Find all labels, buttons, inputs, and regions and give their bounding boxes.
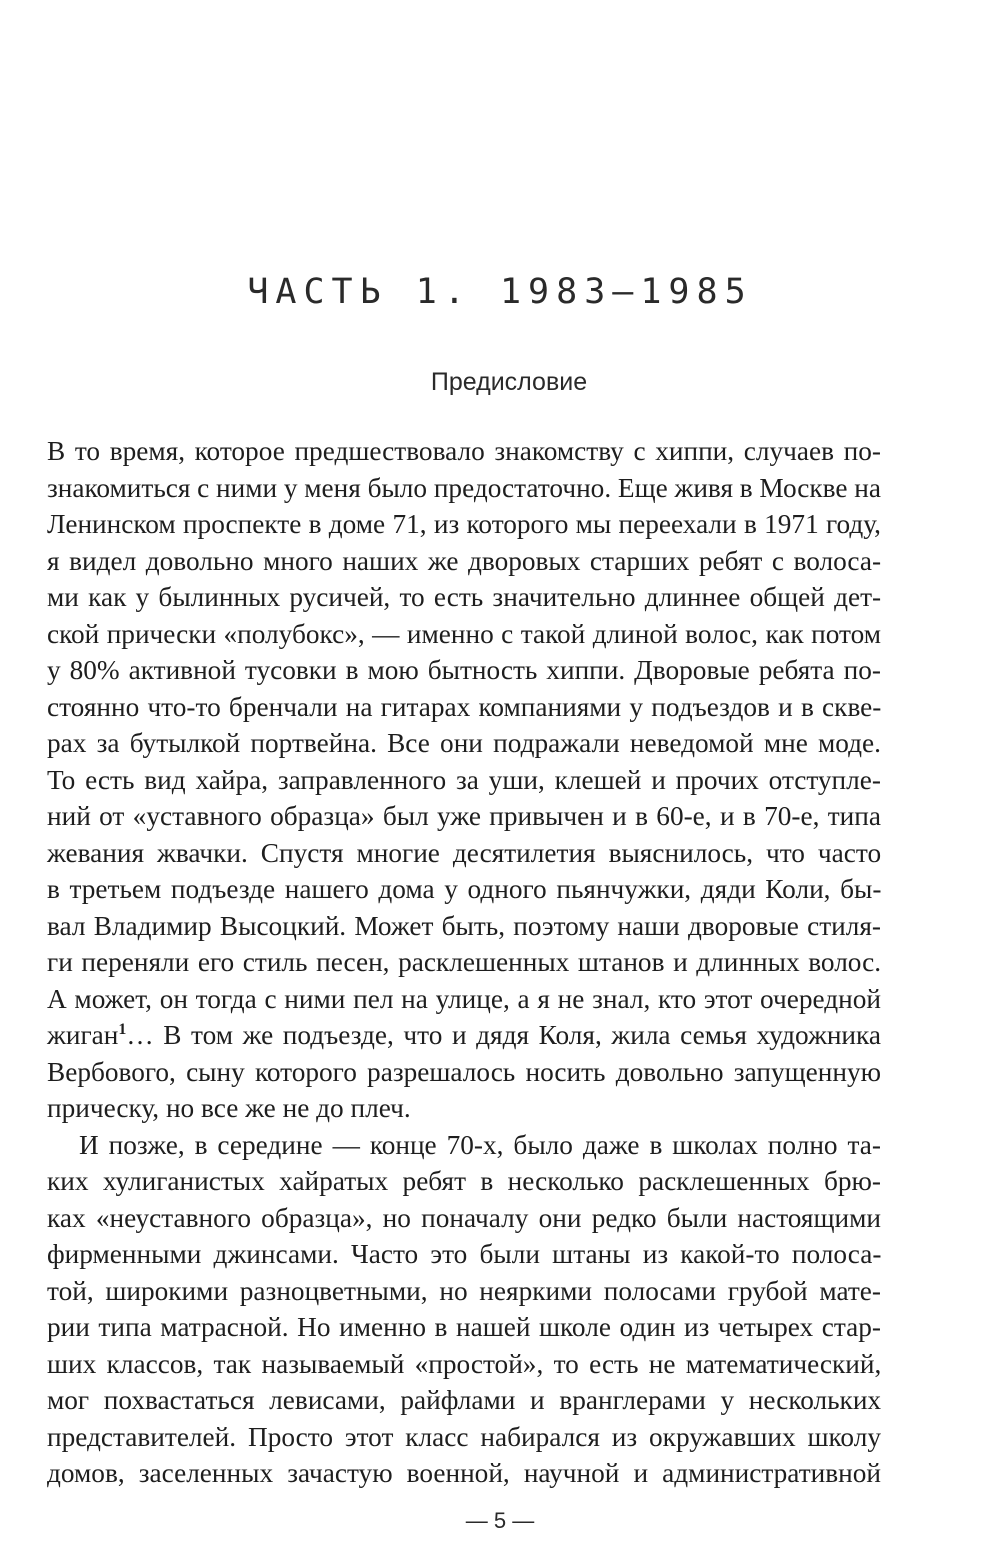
text-line: той, широкими разноцветными, но неяркими полосами грубой мате- [47, 1275, 881, 1306]
text-line: ги переняли его стиль песен, расклешенных штанов и длинных волос. [47, 947, 882, 977]
text-line: вал Владимир Высоцкий. Может быть, поэтому наши дворовые стиля- [47, 910, 881, 941]
text-line: прическу, но все же не до плеч. [47, 1093, 411, 1123]
section-title: Предисловие [430, 368, 588, 396]
text-line: в третьем подъезде нашего дома у одного пьянчужки, дяди Коли, бы- [47, 874, 882, 904]
text-line: ми как у былинных русичей, то есть значительно длиннее общей дет- [47, 582, 882, 612]
text-line: стоянно что-то бренчали на гитарах компаниями у подъездов и в скве- [47, 691, 882, 722]
text-line: Ленинском проспекте в доме 71, из которого мы переехали в 1971 году, [47, 509, 881, 539]
text-line: Вербового, сыну которого разрешалось носить довольно запущенную [47, 1056, 881, 1087]
text-line: ской прически «полубокс», — именно с такой длиной волос, как потом [47, 618, 881, 649]
text-line: я видел довольно много наших же дворовых старших ребят с волоса- [47, 545, 882, 576]
text-line: знакомиться с ними у меня было предостаточно. Еще живя в Москве на [47, 472, 881, 503]
text-line: ках «неуставного образца», но поначалу они редко были настоящими [47, 1202, 881, 1233]
text-segment: … В том же подъезде, что и дядя Коля, жила семья художника [126, 1020, 881, 1050]
chapter-title: ЧАСТЬ 1. 1983–1985 [247, 272, 753, 312]
text-line: представителей. Просто этот класс набирался из окружавших школу [47, 1421, 881, 1452]
text-line: рах за бутылкой портвейна. Все они подражали неведомой мне моде. [47, 728, 881, 758]
text-line: ших классов, так называемый «простой», то есть не математический, [47, 1348, 882, 1379]
text-segment: жиган [47, 1020, 119, 1050]
body-text [47, 433, 881, 1492]
text-line: В то время, которое предшествовало знакомству с хиппи, случаев по- [47, 436, 881, 466]
text-line: рии типа матрасной. Но именно в нашей школе один из четырех стар- [47, 1312, 881, 1342]
text-line: То есть вид хайра, заправленного за уши, клешей и прочих отступле- [47, 764, 881, 795]
page-number: — 5 — [465, 1508, 535, 1533]
text-line: А может, он тогда с ними пел на улице, а я не знал, кто этот очередной [47, 983, 881, 1014]
footnote-marker[interactable]: 1 [118, 1020, 127, 1038]
text-line-with-footnote [47, 1017, 881, 1054]
text-line: у 80% активной тусовки в мою бытность хиппи. Дворовые ребята по- [47, 655, 881, 685]
text-line: фирменными джинсами. Часто это были штаны из какой-то полоса- [47, 1239, 882, 1269]
text-line: домов, заселенных зачастую военной, научной и административной [47, 1458, 881, 1488]
text-line: ний от «уставного образца» был уже привычен и в 60-е, и в 70-е, типа [47, 801, 881, 831]
text-line: мог похвастаться левисами, райфлами и вранглерами у нескольких [47, 1385, 882, 1415]
text-line: ких хулиганистых хайратых ребят в несколько расклешенных брю- [47, 1166, 881, 1196]
text-line: И позже, в середине — конце 70-х, было даже в школах полно та- [79, 1129, 881, 1160]
text-line: жевания жвачки. Спустя многие десятилетия выяснилось, что часто [47, 837, 882, 868]
